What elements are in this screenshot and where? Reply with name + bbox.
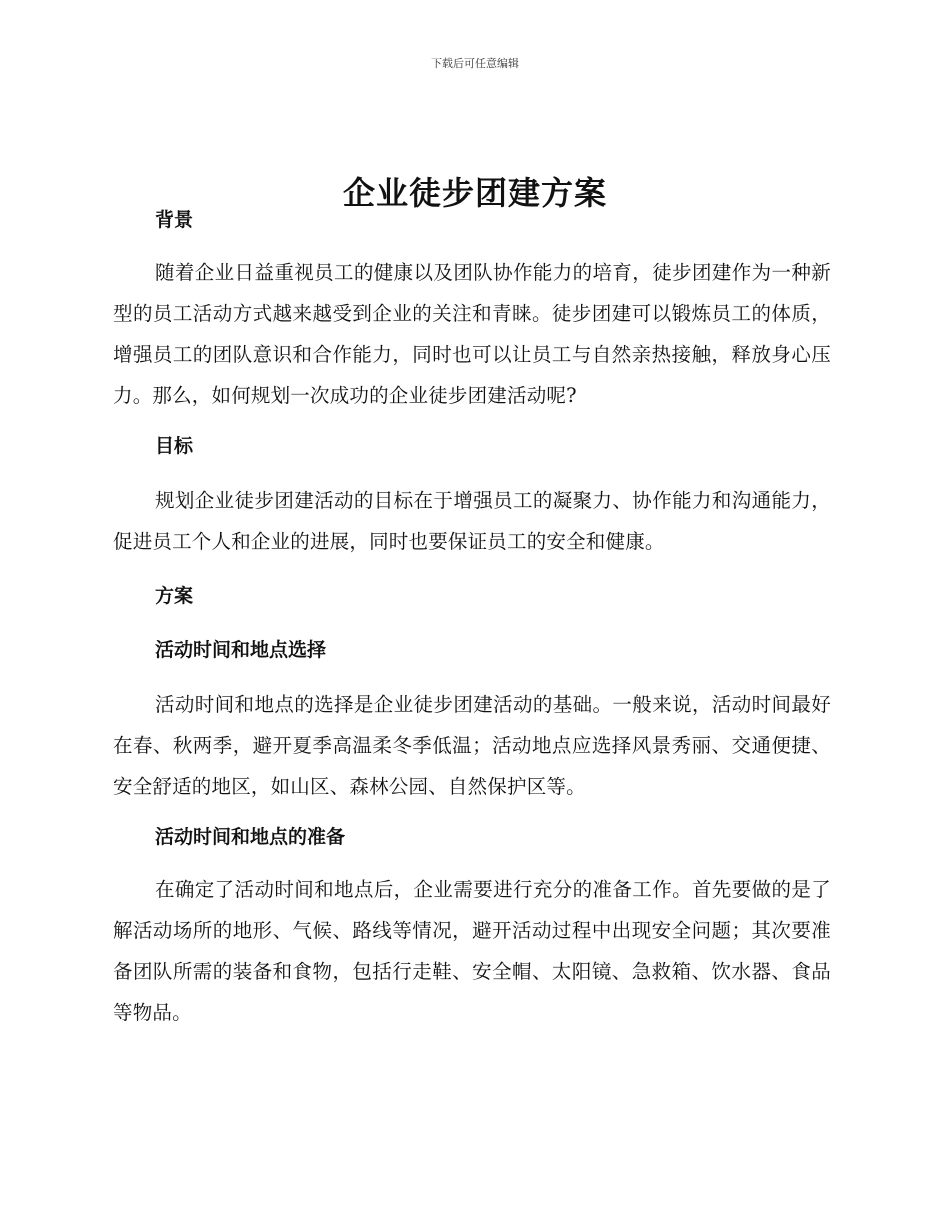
subsection-text-time-select: 活动时间和地点的选择是企业徒步团建活动的基础。一般来说，活动时间最好在春、秋两季，避开夏季高温柔冬季低温；活动地点应选择风景秀丽、交通便捷、安全舒适的地区，如山区、森林公园、自然保护区等。 [113,693,831,798]
section-heading-plan: 方案 [155,585,194,607]
subsection-text-time-prep: 在确定了活动时间和地点后，企业需要进行充分的准备工作。首先要做的是了解活动场所的地形、气候、路线等情况，避开活动过程中出现安全问题；其次要准备团队所需的装备和食物，包括行走鞋、安全帽、太阳镜、急救箱、饮水器、食品等物品。 [113,878,831,1024]
document-body [113,202,831,1033]
document-title: 企业徒步团建方案 [342,174,607,213]
section-heading-goal: 目标 [155,435,194,457]
subsection-heading-time-prep: 活动时间和地点的准备 [155,826,346,848]
section-text-goal: 规划企业徒步团建活动的目标在于增强员工的凝聚力、协作能力和沟通能力，促进员工个人和企业的进展，同时也要保证员工的安全和健康。 [113,489,831,553]
section-heading-background: 背景 [155,209,194,231]
section-text-background: 随着企业日益重视员工的健康以及团队协作能力的培育，徒步团建作为一种新型的员工活动方式越来越受到企业的关注和青睐。徒步团建可以锻炼员工的体质，增强员工的团队意识和合作能力，同时也可以让员工与自然亲热接触，释放身心压力。那么，如何规划一次成功的企业徒步团建活动呢? [113,261,831,407]
header-note: 下载后可任意编辑 [431,57,519,70]
subsection-heading-time-select: 活动时间和地点选择 [155,639,327,661]
